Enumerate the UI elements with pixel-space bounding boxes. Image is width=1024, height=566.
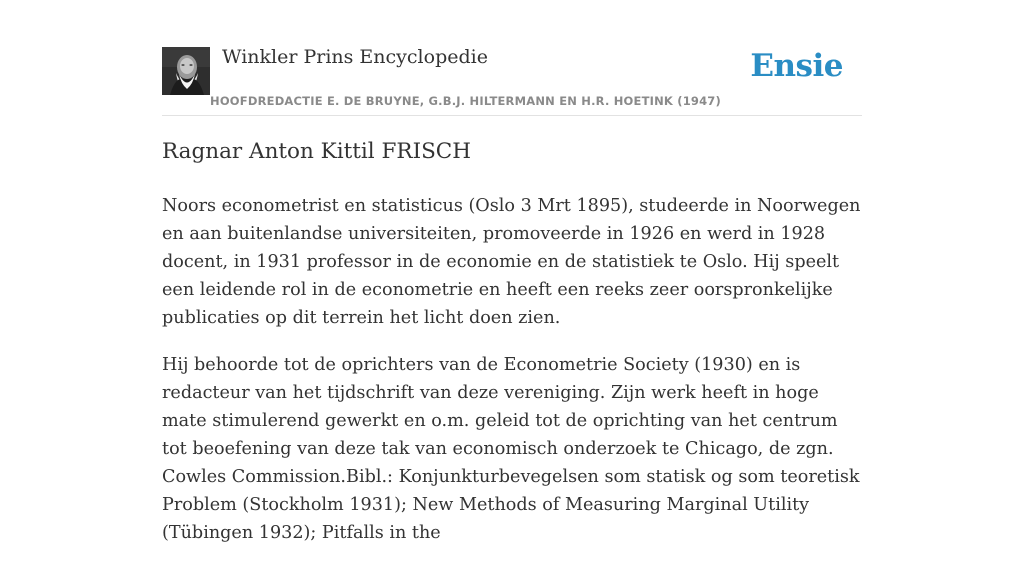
avatar[interactable] bbox=[162, 47, 210, 95]
site-header bbox=[162, 44, 862, 116]
article-title: Ragnar Anton Kittil FRISCH bbox=[162, 139, 472, 164]
site-name[interactable]: Winkler Prins Encyclopedie bbox=[222, 46, 488, 68]
article-body bbox=[162, 192, 862, 566]
editor-portrait-icon bbox=[162, 47, 210, 95]
paragraph: Noors econometrist en statisticus (Oslo 3 Mrt 1895), studeerde in Noorwegen en aan buitenlandse universiteiten, promoveerde in 1926 en werd in 1928 docent, in 1931 professor in de economie en de statistiek te Oslo. Hij speelt een leidende rol in de econometrie en heeft een reeks zeer oorspronkelijke publicaties op dit terrein het licht doen zien. bbox=[162, 196, 861, 328]
paragraph: Hij behoorde tot de oprichters van de Econometrie Society (1930) en is redacteur van het tijdschrift van deze vereniging. Zijn werk heeft in hoge mate stimulerend gewerkt en o.m. geleid tot de oprichting van het centrum tot beoefening van deze tak van economisch onderzoek te Chicago, de zgn. Cowles Commission.Bibl.: Konjunkturbevegelsen som statisk og som teoretisk Problem (Stockholm 1931); New Methods of Measuring Marginal Utility (Tübingen 1932); Pitfalls in the bbox=[162, 355, 860, 543]
editors-credit: HOOFDREDACTIE E. DE BRUYNE, G.B.J. HILTERMANN EN H.R. HOETINK (1947) bbox=[210, 94, 721, 108]
ensie-logo[interactable]: Ensie bbox=[750, 48, 843, 84]
